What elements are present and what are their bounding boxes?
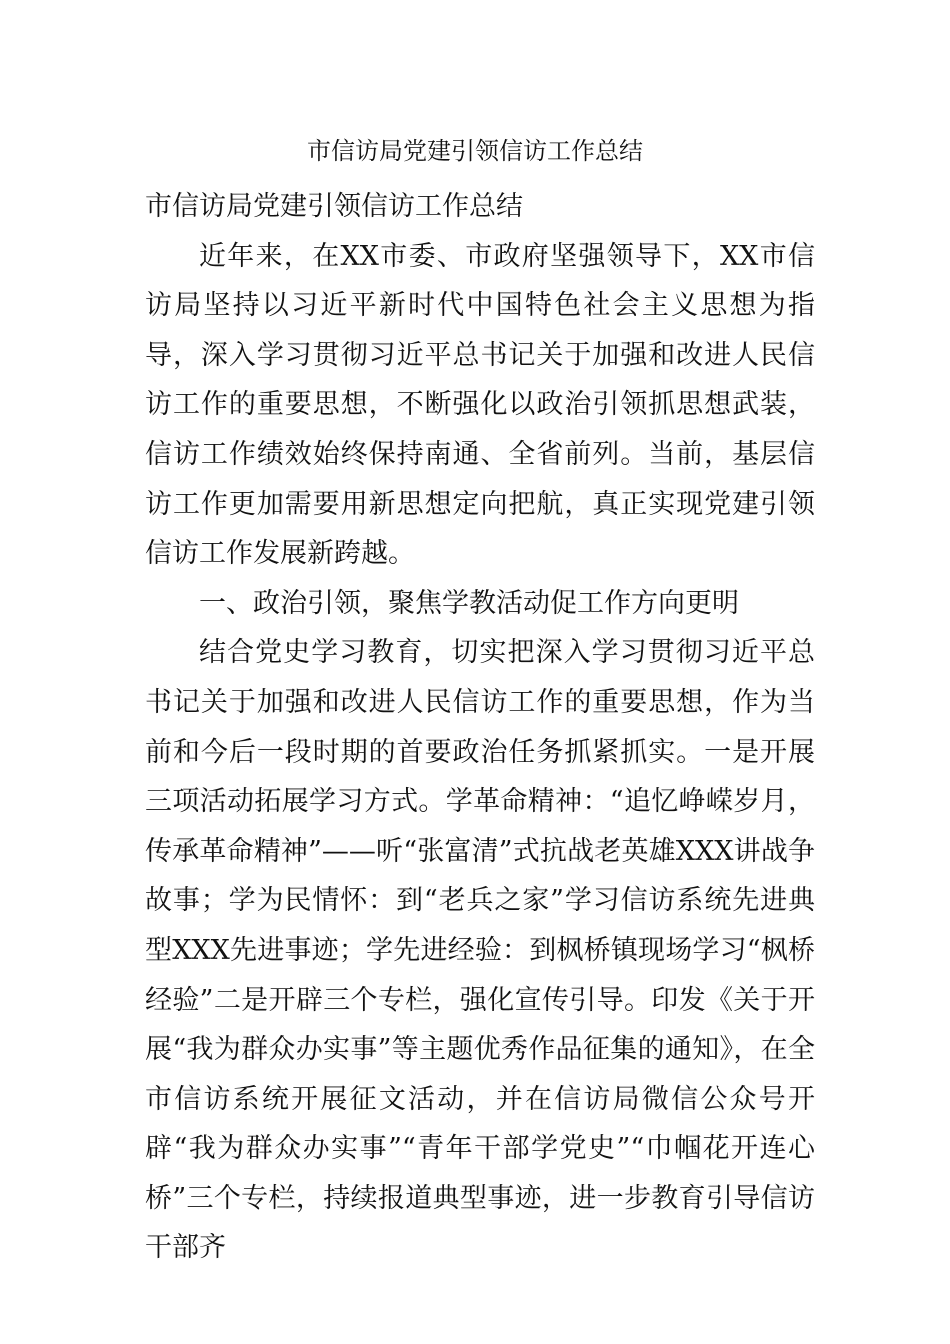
paragraph-intro: 近年来，在XX市委、市政府坚强领导下，XX市信访局坚持以习近平新时代中国特色社会主义思想为指导，深入学习贯彻习近平总书记关于加强和改进人民信访工作的重要思想，不断强化以政治引领抓思想武装，信访工作绩效始终保持南通、全省前列。当前，基层信访工作更加需要用新思想定向把航，真正实现党建引领信访工作发展新跨越。 [145, 240, 815, 570]
document-body [145, 182, 815, 1273]
paragraph-section-1: 结合党史学习教育，切实把深入学习贯彻习近平总书记关于加强和改进人民信访工作的重要思想，作为当前和今后一段时期的首要政治任务抓紧抓实。一是开展三项活动拓展学习方式。学革命精神：“追忆峥嵘岁月，传承革命精神”——听“张富清”式抗战老英雄XXX讲战争故事；学为民情怀：到“老兵之家”学习信访系统先进典型XXX先进事迹；学先进经验：到枫桥镇现场学习“枫桥经验”二是开辟三个专栏，强化宣传引导。印发《关于开展“我为群众办实事”等主题优秀作品征集的通知》，在全市信访系统开展征文活动，并在信访局微信公众号开辟“我为群众办实事”“青年干部学党史”“巾帼花开连心桥”三个专栏，持续报道典型事迹，进一步教育引导信访干部齐 [145, 637, 815, 1264]
document-title: 市信访局党建引领信访工作总结 [307, 137, 643, 165]
section-heading-1: 一、政治引领，聚焦学教活动促工作方向更明 [199, 587, 739, 619]
document-subtitle: 市信访局党建引领信访工作总结 [145, 191, 523, 222]
